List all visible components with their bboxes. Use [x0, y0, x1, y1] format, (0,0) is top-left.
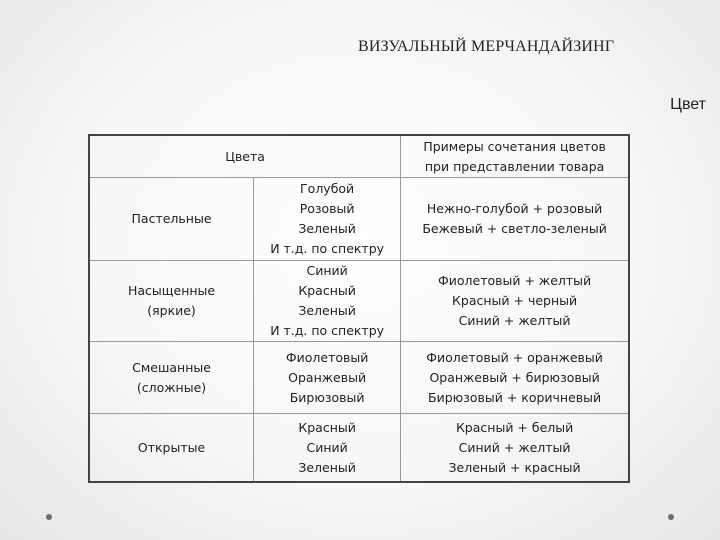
- table-row: [89, 414, 629, 483]
- color-type-cell: Насыщенные (яркие): [89, 261, 254, 342]
- color-type-cell: Смешанные (сложные): [89, 342, 254, 414]
- decorative-dot-left: [46, 514, 52, 520]
- color-type-cell: Пастельные: [89, 178, 254, 261]
- decorative-dot-right: [668, 514, 674, 520]
- colors-cell: Голубой Розовый Зеленый И т.д. по спектру: [254, 178, 401, 261]
- examples-cell: Фиолетовый + желтый Красный + черный Синий + желтый: [401, 261, 629, 342]
- header-colors: Цвета: [89, 135, 401, 178]
- page-title: ВИЗУАЛЬНЫЙ МЕРЧАНДАЙЗИНГ: [358, 38, 615, 55]
- table-row: [89, 261, 629, 342]
- colors-cell: Синий Красный Зеленый И т.д. по спектру: [254, 261, 401, 342]
- color-type-cell: Открытые: [89, 414, 254, 483]
- header-examples: Примеры сочетания цветов при представлении товара: [401, 135, 629, 178]
- color-combination-table: [88, 134, 630, 483]
- examples-cell: Красный + белый Синий + желтый Зеленый + красный: [401, 414, 629, 483]
- colors-cell: Красный Синий Зеленый: [254, 414, 401, 483]
- table-header-row: [89, 135, 629, 178]
- examples-cell: Фиолетовый + оранжевый Оранжевый + бирюзовый Бирюзовый + коричневый: [401, 342, 629, 414]
- colors-cell: Фиолетовый Оранжевый Бирюзовый: [254, 342, 401, 414]
- section-subtitle: Цвет: [670, 96, 706, 113]
- examples-cell: Нежно-голубой + розовый Бежевый + светло-зеленый: [401, 178, 629, 261]
- table-row: [89, 178, 629, 261]
- table-row: [89, 342, 629, 414]
